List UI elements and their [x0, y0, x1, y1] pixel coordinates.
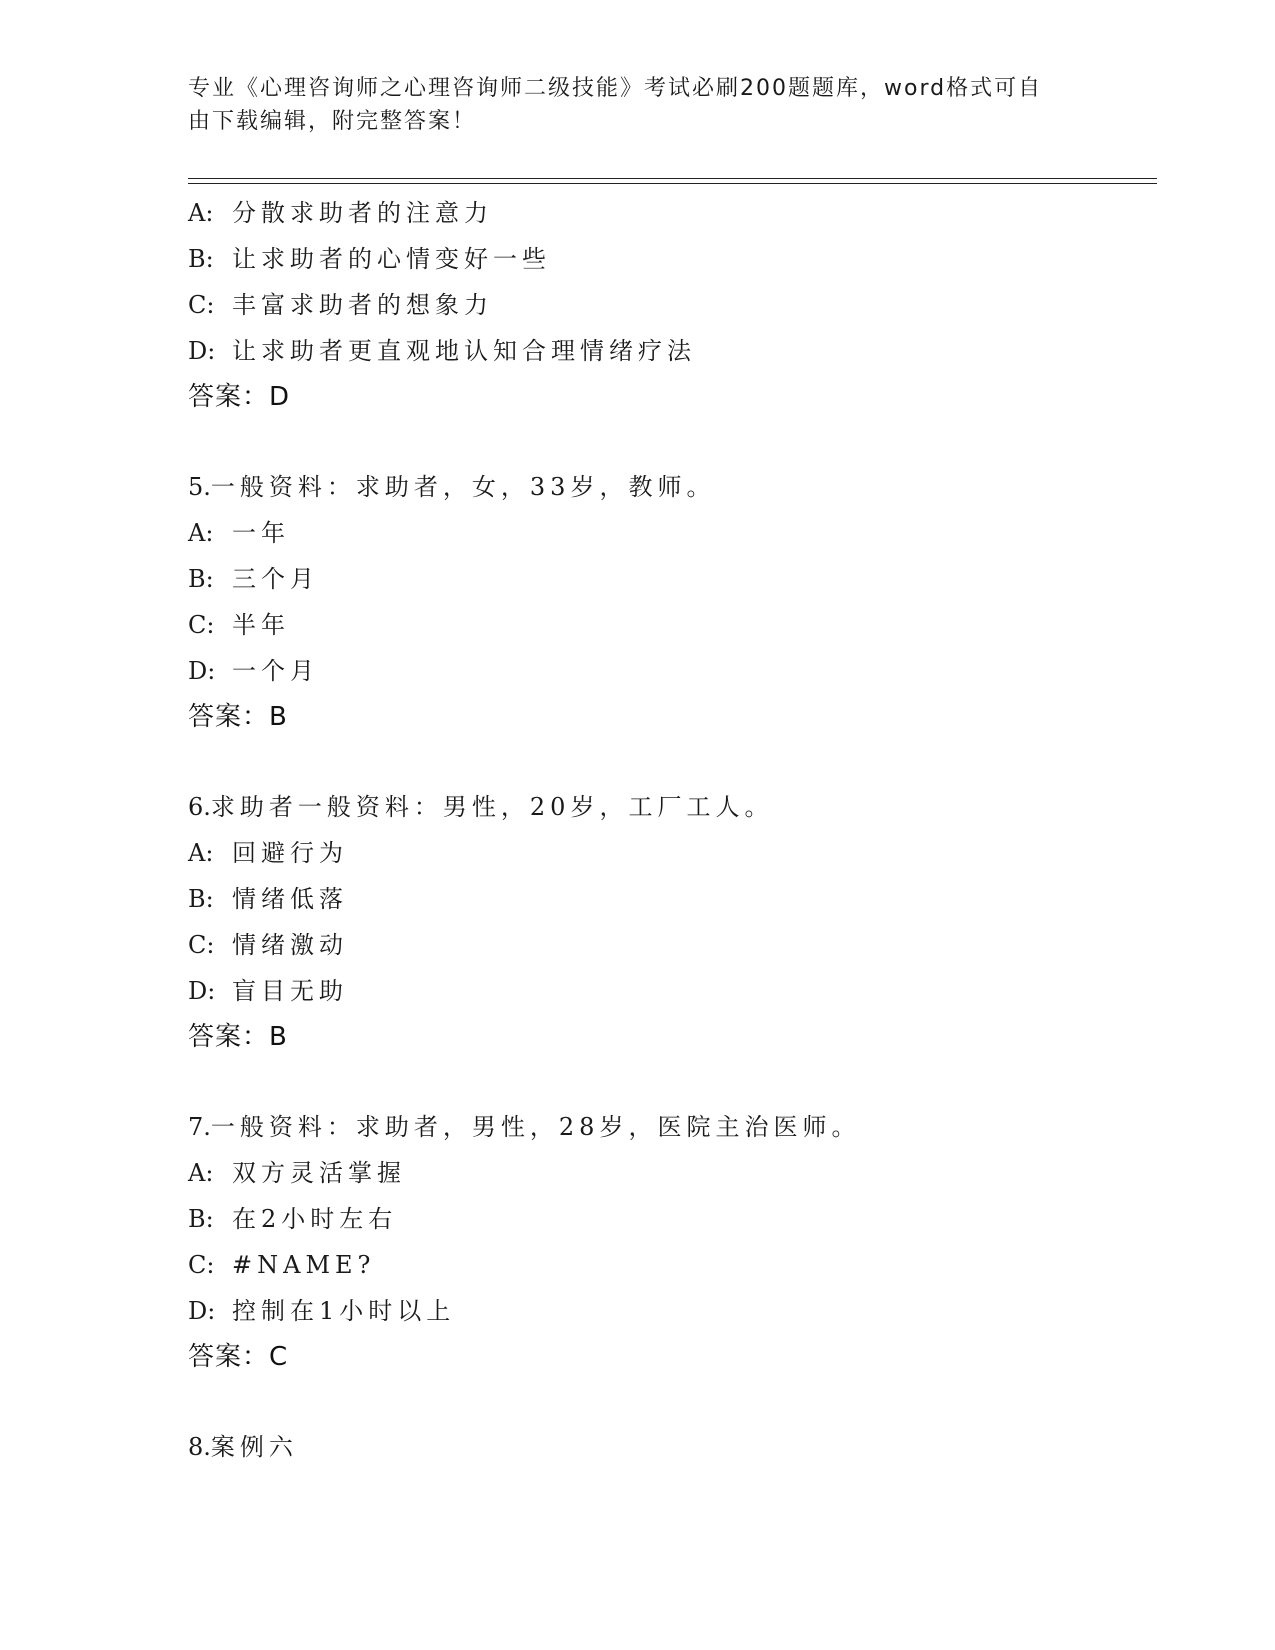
option-text: 丰富求助者的想象力 [232, 291, 493, 319]
question-stem [188, 1104, 1148, 1150]
answer-line: 答案：C [188, 1342, 289, 1372]
option-label: D: [188, 977, 216, 1005]
answer-line: 答案：B [188, 702, 288, 732]
option-text: 三个月 [232, 565, 319, 593]
option-label: C: [188, 1251, 215, 1279]
option-text: 一年 [232, 519, 290, 547]
question-text: 一般资料：求助者，女，33岁，教师。 [210, 473, 716, 501]
option-c [188, 1242, 1148, 1288]
option-label: A: [188, 1159, 214, 1187]
answer-line: 答案：D [188, 382, 291, 412]
question-number: 6. [188, 793, 211, 821]
option-d [188, 648, 1148, 694]
option-label: B: [188, 565, 214, 593]
option-label: D: [188, 657, 216, 685]
option-label: B: [188, 885, 214, 913]
option-text: 半年 [232, 611, 290, 639]
option-b [188, 236, 1148, 282]
question-stem [188, 784, 1148, 830]
option-text: 情绪激动 [232, 931, 348, 959]
option-label: A: [188, 839, 214, 867]
option-c [188, 922, 1148, 968]
question-number: 5. [188, 473, 211, 501]
question-text: 求助者一般资料：男性，20岁，工厂工人。 [210, 793, 774, 821]
option-text: 情绪低落 [232, 885, 348, 913]
option-label: C: [188, 931, 215, 959]
option-text: #NAME? [232, 1251, 376, 1279]
option-label: A: [188, 199, 214, 227]
option-label: A: [188, 519, 214, 547]
question-block [188, 1104, 1148, 1380]
header-divider-bottom [188, 183, 1157, 184]
option-d [188, 968, 1148, 1014]
option-label: D: [188, 1297, 216, 1325]
option-text: 让求助者更直观地认知合理情绪疗法 [232, 337, 696, 365]
question-block [188, 1424, 1148, 1470]
option-text: 让求助者的心情变好一些 [232, 245, 551, 273]
question-list [188, 190, 1148, 1470]
answer-line: 答案：B [188, 1022, 288, 1052]
option-c [188, 602, 1148, 648]
option-label: D: [188, 337, 216, 365]
question-number: 8. [188, 1433, 211, 1461]
question-block [188, 464, 1148, 740]
header-line-2: 由下载编辑，附完整答案！ [188, 109, 477, 134]
document-header [188, 72, 1088, 138]
option-text: 分散求助者的注意力 [232, 199, 493, 227]
option-b [188, 556, 1148, 602]
option-d [188, 1288, 1148, 1334]
option-text: 在2小时左右 [232, 1205, 398, 1233]
option-label: C: [188, 611, 215, 639]
question-number: 7. [188, 1113, 211, 1141]
option-text: 盲目无助 [232, 977, 348, 1005]
option-c [188, 282, 1148, 328]
question-block [188, 784, 1148, 1060]
option-a [188, 510, 1148, 556]
question-block [188, 190, 1148, 420]
question-text: 案例六 [210, 1433, 298, 1461]
question-text: 一般资料：求助者，男性，28岁，医院主治医师。 [210, 1113, 861, 1141]
option-text: 回避行为 [232, 839, 348, 867]
option-label: B: [188, 245, 214, 273]
option-b [188, 876, 1148, 922]
question-stem [188, 464, 1148, 510]
header-line-1: 专业《心理咨询师之心理咨询师二级技能》考试必刷200题题库，word格式可自 [188, 76, 1043, 101]
option-b [188, 1196, 1148, 1242]
option-a [188, 830, 1148, 876]
option-text: 控制在1小时以上 [232, 1297, 456, 1325]
question-stem [188, 1424, 1148, 1470]
option-label: C: [188, 291, 215, 319]
option-a [188, 1150, 1148, 1196]
option-text: 一个月 [232, 657, 319, 685]
header-divider-top [188, 178, 1157, 179]
option-d [188, 328, 1148, 374]
option-label: B: [188, 1205, 214, 1233]
option-a [188, 190, 1148, 236]
option-text: 双方灵活掌握 [232, 1159, 406, 1187]
